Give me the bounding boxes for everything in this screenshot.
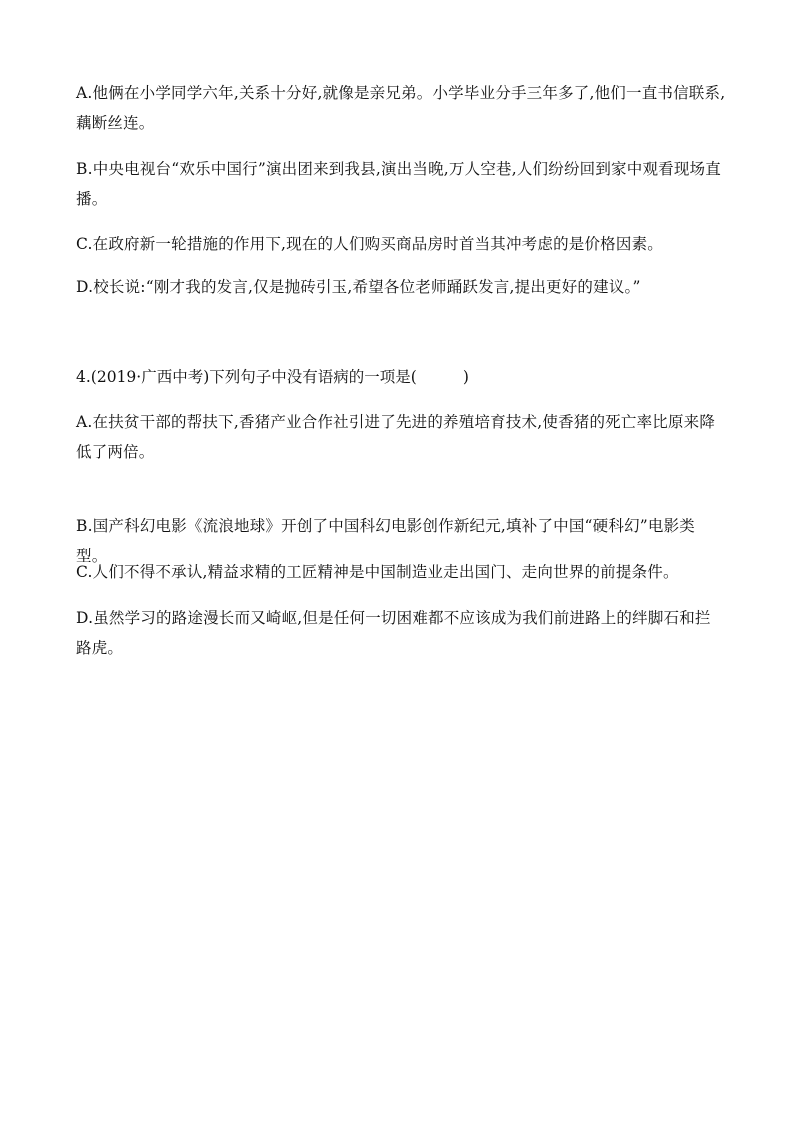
- q4-option-b: B.国产科幻电影《流浪地球》开创了中国科幻电影创作新纪元,填补了中国“硬科幻”电影类型。: [76, 517, 695, 565]
- prev-option-c: C.在政府新一轮措施的作用下,现在的人们购买商品房时首当其冲考虑的是价格因素。: [76, 235, 663, 253]
- prev-option-d: D.校长说:“刚才我的发言,仅是抛砖引玉,希望各位老师踊跃发言,提出更好的建议。”: [76, 278, 641, 296]
- question-source: (2019·广西中考): [90, 368, 210, 386]
- question-4-stem: [76, 362, 726, 392]
- question-text-close: ): [462, 368, 469, 386]
- question-text: 下列句子中没有语病的一项是(: [209, 368, 417, 386]
- q4-option-c: C.人们不得不承认,精益求精的工匠精神是中国制造业走出国门、走向世界的前提条件。: [76, 563, 679, 581]
- q4-option-d: D.虽然学习的路途漫长而又崎岖,但是任何一切困难都不应该成为我们前进路上的绊脚石和拦路虎。: [76, 609, 711, 657]
- prev-option-a: A.他俩在小学同学六年,关系十分好,就像是亲兄弟。小学毕业分手三年多了,他们一直书信联系,藕断丝连。: [76, 84, 726, 132]
- prev-option-b: B.中央电视台“欢乐中国行”演出团来到我县,演出当晚,万人空巷,人们纷纷回到家中观看现场直播。: [76, 160, 721, 208]
- question-number: 4.: [76, 368, 91, 386]
- q4-option-a: A.在扶贫干部的帮扶下,香猪产业合作社引进了先进的养殖培育技术,使香猪的死亡率比原来降低了两倍。: [76, 413, 716, 461]
